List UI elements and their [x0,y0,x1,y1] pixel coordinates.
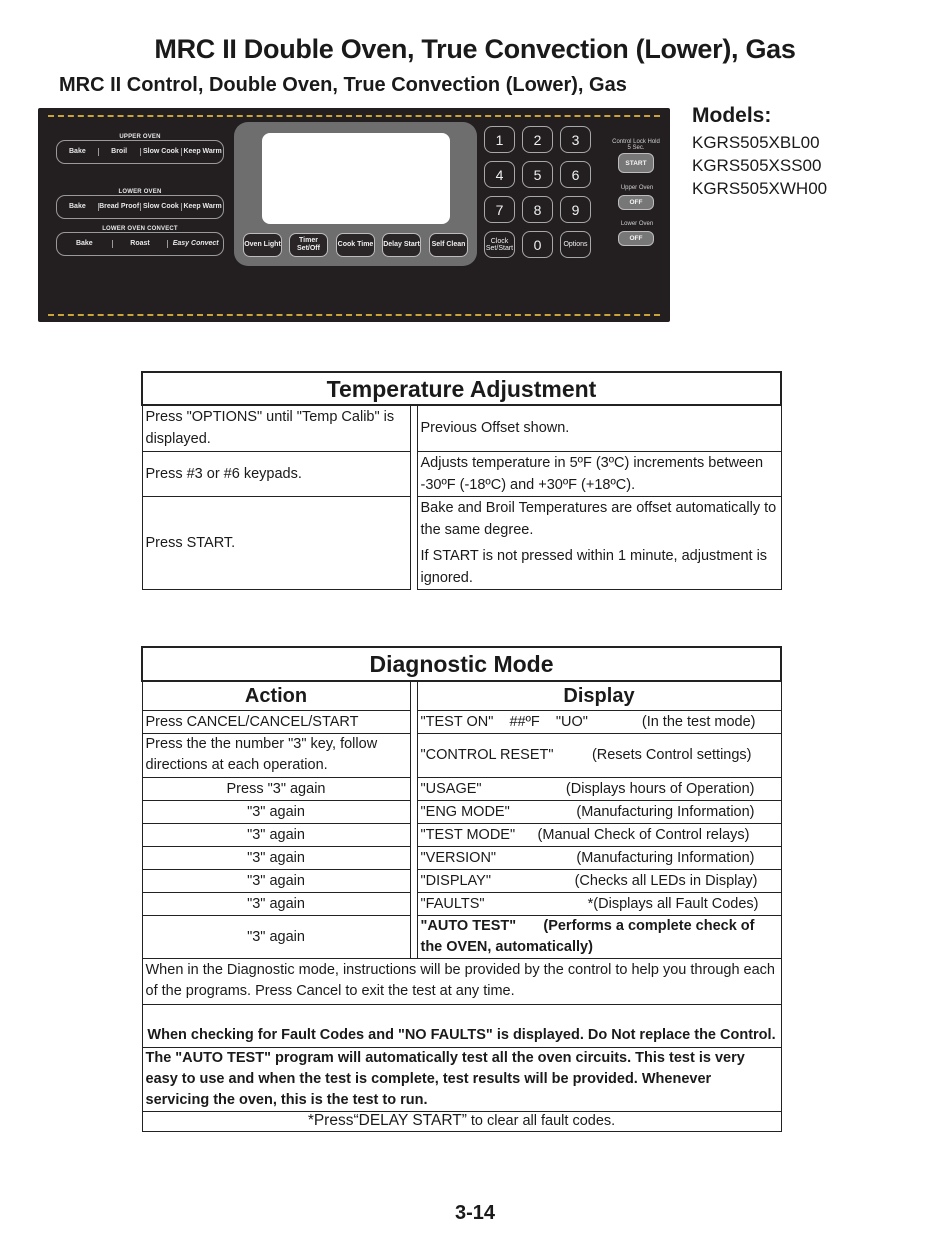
key-3[interactable]: 3 [560,126,591,153]
diag-display [417,892,781,915]
lower-oven-label: LOWER OVEN [115,189,164,195]
diag-display-text: "TEST ON" ##ºF "UO" [420,713,588,730]
temp-adjust-result-line: Bake and Broil Temperatures are offset automatically to the same degree. [420,499,777,538]
key-0[interactable]: 0 [522,231,553,258]
lower-oven-off-button[interactable]: OFF [618,231,654,246]
diag-display-text: "CONTROL RESET" [420,747,554,763]
diag-note-clear-faults [142,1111,781,1131]
diag-display-note: (In the test mode) [641,713,756,730]
key-8[interactable]: 8 [522,196,553,223]
panel-top-dash [48,115,660,117]
diag-display-note: (Manual Check of Control relays) [537,826,750,843]
panel-bottom-dash [48,314,660,316]
clear-faults-instruction: *Press“DELAY START” [307,1112,467,1129]
upper-slow-cook-button[interactable]: Slow Cook [141,148,183,156]
diag-display-note: (Manufacturing Information) [576,803,755,820]
diag-display-note: (Performs a complete check of [543,917,755,934]
diagnostic-title: Diagnostic Mode [142,647,781,681]
lower-oven-group [56,189,224,219]
diag-display [417,800,781,823]
upper-bake-button[interactable]: Bake [57,148,99,156]
key-6[interactable]: 6 [560,161,591,188]
diag-display-text: "TEST MODE" [420,826,516,843]
oven-light-button[interactable]: Oven Light [243,233,282,257]
diag-action: Press "3" again [142,777,410,800]
diag-display-text: "DISPLAY" [420,872,491,889]
upper-oven-group [56,134,224,164]
models-heading: Models: [692,104,772,127]
diag-action: "3" again [142,846,410,869]
clear-faults-tail: to clear all fault codes. [466,1113,616,1129]
control-lock-label: Control Lock Hold 5 Sec. [612,139,660,151]
model-number: KGRS505XWH00 [692,179,828,198]
diag-note-instructions: When in the Diagnostic mode, instructions will be provided by the control to help you through each of the programs. Press Cancel to exit the test at any time. [142,958,781,1004]
upper-oven-off-button[interactable]: OFF [618,195,654,210]
cook-time-button[interactable]: Cook Time [336,233,375,257]
key-2[interactable]: 2 [522,126,553,153]
lower-keep-warm-button[interactable]: Keep Warm [183,203,222,210]
key-1[interactable]: 1 [484,126,515,153]
temp-adjust-action: Press START. [142,496,410,589]
temp-adjust-result: Previous Offset shown. [417,405,781,451]
diag-note-no-faults: When checking for Fault Codes and "NO FAULTS" is displayed. Do Not replace the Control. [142,1004,781,1047]
model-number: KGRS505XBL00 [692,133,820,152]
diag-action: Press CANCEL/CANCEL/START [142,710,410,733]
key-7[interactable]: 7 [484,196,515,223]
diag-display-text: "FAULTS" [420,895,485,912]
temp-adjust-title: Temperature Adjustment [142,372,781,405]
start-button[interactable]: START [618,153,654,173]
diag-display [417,846,781,869]
lower-bake-button[interactable]: Bake [57,203,99,211]
temp-adjust-table [141,371,782,590]
control-panel [38,108,670,322]
temp-adjust-result: Adjusts temperature in 5ºF (3ºC) increments between -30ºF (-18ºC) and +30ºF (+18ºC). [417,451,781,496]
display-screen [262,133,450,224]
temp-adjust-action: Press #3 or #6 keypads. [142,451,410,496]
diag-display-text: "USAGE" [420,780,482,797]
diag-action: Press the the number "3" key, follow directions at each operation. [142,733,410,777]
page-number: 3-14 [454,1202,496,1224]
upper-oven-off-label: Upper Oven [620,185,654,191]
lower-oven-off-label: Lower Oven [620,221,654,227]
page-title: MRC II Double Oven, True Convection (Lower), Gas [154,34,796,64]
diag-display [417,823,781,846]
model-number: KGRS505XSS00 [692,156,822,175]
key-5[interactable]: 5 [522,161,553,188]
diag-action: "3" again [142,823,410,846]
lower-bread-proof-button[interactable]: Bread Proof [99,203,140,210]
diag-display-text: "VERSION" [420,849,497,866]
key-9[interactable]: 9 [560,196,591,223]
diag-display [417,733,781,777]
diag-display-note: the OVEN, automatically) [420,938,593,955]
diag-note-auto-test: The "AUTO TEST" program will automatically test all the oven circuits. This test is very easy to use and when the test is complete, test results will be provided. Whenever servicing the oven, this is the test to run. [142,1047,781,1111]
page-subtitle: MRC II Control, Double Oven, True Convection (Lower), Gas [59,74,627,96]
lower-slow-cook-button[interactable]: Slow Cook [141,203,183,211]
diag-display-note: (Checks all LEDs in Display) [574,872,758,889]
diag-display-note: (Displays hours of Operation) [565,780,755,797]
upper-keep-warm-button[interactable]: Keep Warm [183,148,222,155]
action-column-header: Action [142,681,410,710]
temp-adjust-result [417,496,781,589]
upper-oven-label: UPPER OVEN [116,134,163,140]
display-column-header: Display [417,681,781,710]
diag-action: "3" again [142,915,410,958]
convect-roast-button[interactable]: Roast [113,240,169,248]
diag-display-text: "AUTO TEST" [420,917,517,934]
diag-action: "3" again [142,892,410,915]
lower-convect-label: LOWER OVEN CONVECT [99,226,181,232]
easy-convect-button[interactable]: Easy Convect [172,240,219,247]
diagnostic-table [141,646,782,1132]
diag-display-text: "ENG MODE" [420,803,510,820]
timer-button[interactable]: Timer Set/Off [289,233,328,257]
delay-start-button[interactable]: Delay Start [382,233,421,257]
diag-display-note: (Resets Control settings) [591,747,752,763]
diag-display [417,777,781,800]
diag-display [417,710,781,733]
temp-adjust-result-line: If START is not pressed within 1 minute, adjustment is ignored. [420,547,768,586]
diag-action: "3" again [142,800,410,823]
diag-display-note: (Manufacturing Information) [576,849,755,866]
key-4[interactable]: 4 [484,161,515,188]
diag-display [417,915,781,958]
lower-convect-group [56,226,224,256]
upper-broil-button[interactable]: Broil [99,148,141,156]
diag-display-note: *(Displays all Fault Codes) [587,895,759,912]
display-console [234,122,477,266]
convect-bake-button[interactable]: Bake [57,240,113,248]
diag-display [417,869,781,892]
diag-action: "3" again [142,869,410,892]
clock-set-start-key[interactable]: Clock Set/Start [484,231,515,258]
self-clean-button[interactable]: Self Clean [429,233,468,257]
options-key[interactable]: Options [560,231,591,258]
temp-adjust-action: Press "OPTIONS" until "Temp Calib" is displayed. [142,405,410,451]
